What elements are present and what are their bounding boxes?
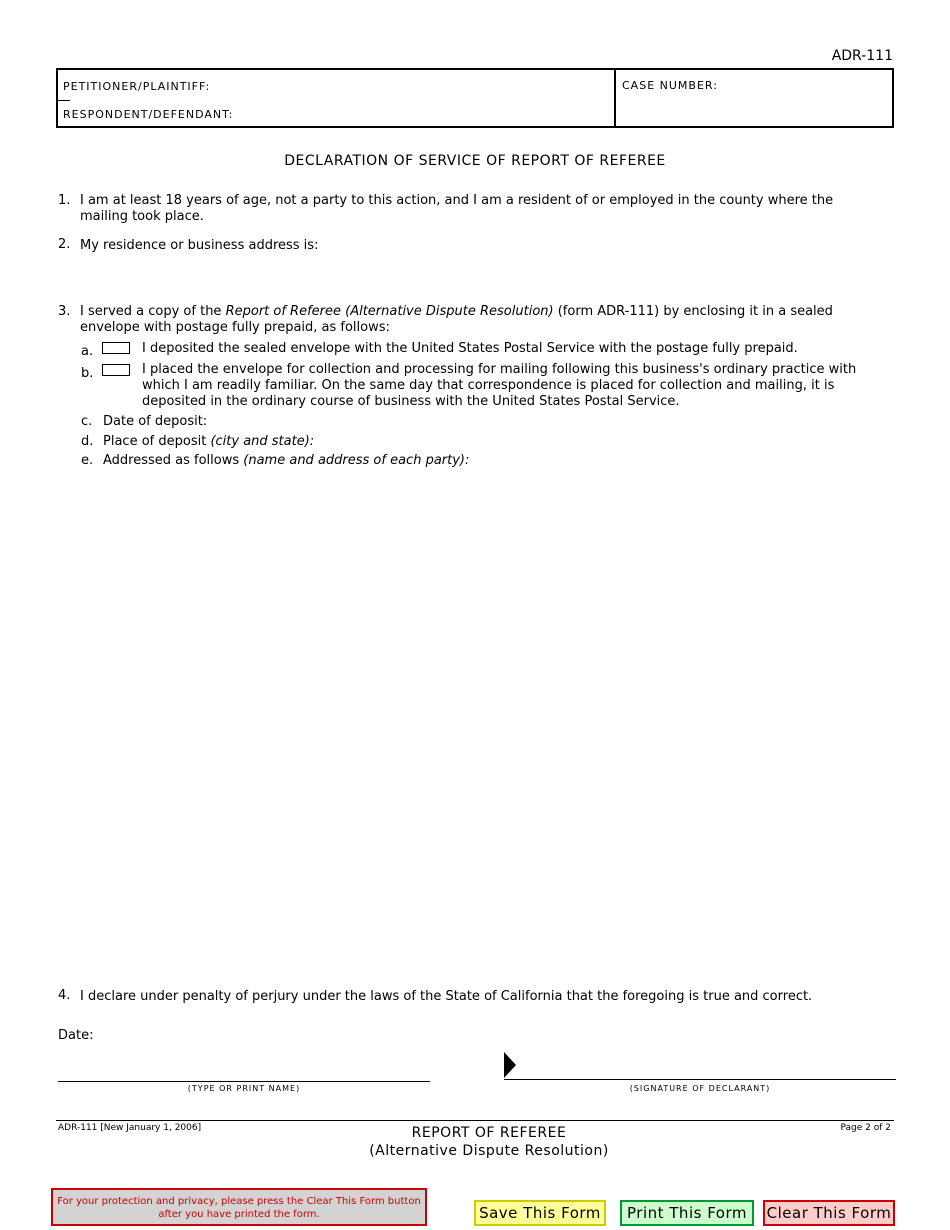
date-label: Date:: [58, 1028, 94, 1043]
signature-line: [504, 1079, 896, 1080]
item-3b-checkbox[interactable]: [102, 364, 130, 376]
item-3e-text: Addressed as follows (name and address of each party):: [103, 453, 470, 468]
case-number-label: CASE NUMBER:: [622, 79, 718, 92]
item-1-text: I am at least 18 years of age, not a party to this action, and I am a resident of or employed in the county where the mailing took place.: [80, 193, 834, 224]
caption-dash: [58, 100, 70, 101]
item-3e-letter: e.: [81, 453, 94, 468]
respondent-label: RESPONDENT/DEFENDANT:: [63, 108, 234, 121]
name-caption: (TYPE OR PRINT NAME): [187, 1084, 301, 1093]
caption-divider: [614, 68, 616, 128]
footer-page: Page 2 of 2: [840, 1123, 891, 1133]
item-3c-text: Date of deposit:: [103, 414, 208, 429]
item-3a-letter: a.: [81, 344, 94, 359]
item-2-text: My residence or business address is:: [80, 238, 319, 253]
item-2-number: 2.: [58, 237, 71, 252]
item-3b-text: I placed the envelope for collection and processing for mailing following this business's ordinary practice with which I am readily familiar. On the same day that correspondence is placed for collection and mailing, it is deposited in the ordinary course of business with the United States Postal Service.: [142, 362, 857, 409]
item-3a-text: I deposited the sealed envelope with the United States Postal Service with the postage fully prepaid.: [142, 341, 798, 356]
footer-rule: [56, 1120, 894, 1121]
privacy-notice: For your protection and privacy, please press the Clear This Form button after you have printed the form.: [51, 1188, 427, 1226]
item-4-text: I declare under penalty of perjury under the laws of the State of California that the foregoing is true and correct.: [80, 989, 813, 1004]
item-3d-letter: d.: [81, 434, 94, 449]
signature-arrow-icon: [504, 1052, 516, 1078]
item-3a-checkbox[interactable]: [102, 342, 130, 354]
page-title: DECLARATION OF SERVICE OF REPORT OF REFEREE: [284, 153, 666, 169]
item-3-text: I served a copy of the Report of Referee (Alternative Dispute Resolution) (form ADR-111) by enclosing it in a sealed envelope with postage fully prepaid, as follows:: [80, 304, 833, 335]
footer-title: REPORT OF REFEREE: [411, 1125, 567, 1141]
footer-subtitle: (Alternative Dispute Resolution): [369, 1143, 609, 1159]
footer-revision: ADR-111 [New January 1, 2006]: [58, 1123, 202, 1133]
save-form-button[interactable]: Save This Form: [474, 1200, 606, 1226]
item-3b-letter: b.: [81, 366, 94, 381]
print-form-button[interactable]: Print This Form: [620, 1200, 754, 1226]
form-id: ADR-111: [831, 48, 893, 64]
name-line: [58, 1081, 430, 1082]
item-4-number: 4.: [58, 988, 71, 1003]
clear-form-button[interactable]: Clear This Form: [763, 1200, 895, 1226]
item-3-number: 3.: [58, 304, 71, 319]
item-3d-text: Place of deposit (city and state):: [103, 434, 315, 449]
item-1-number: 1.: [58, 193, 71, 208]
petitioner-label: PETITIONER/PLAINTIFF:: [63, 80, 211, 93]
signature-caption: (SIGNATURE OF DECLARANT): [629, 1084, 771, 1093]
item-3c-letter: c.: [81, 414, 93, 429]
